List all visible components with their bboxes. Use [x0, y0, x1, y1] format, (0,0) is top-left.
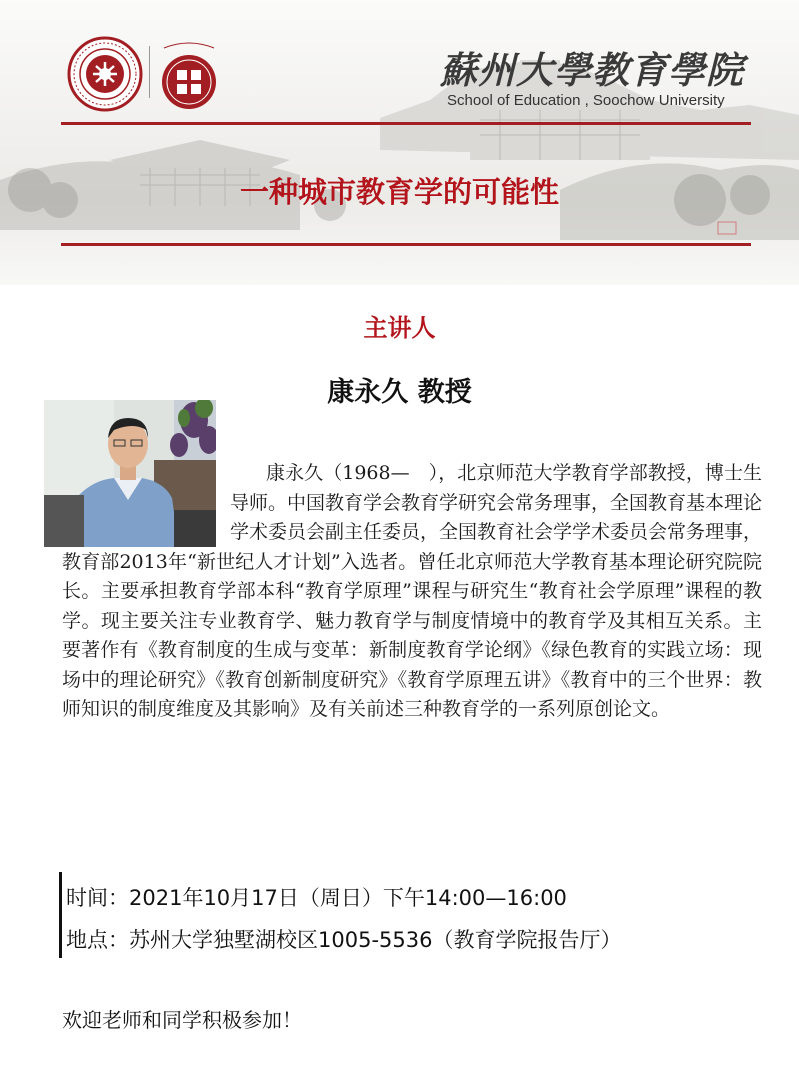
title-bottom-rule — [61, 243, 751, 246]
school-seal-logo — [156, 36, 222, 112]
speaker-bio-text: 康永久（1968— ），北京师范大学教育学部教授，博士生导师。中国教育学会教育学研究会常务理事，全国教育基本理论学术委员会副主任委员，全国教育社会学学术委员会常务理事，教育部2013年“新世纪人才计划”入选者。曾任北京师范大学教育基本理论研究院院长。主要承担教育学部本科“教育学原理”课程与研究生“教育社会学原理”课程的教学。现主要关注专业教育学、魅力教育学与制度情境中的教育学及其相互关系。主要著作有《教育制度的生成与变革：新制度教育学论纲》《绿色教育的实践立场：现场中的理论研究》《教育创新制度研究》《教育学原理五讲》《教育中的三个世界：教师知识的制度维度及其影响》及有关前述三种教育学的一系列原创论文。 — [62, 462, 763, 720]
school-name-cn: 蘇州大學教育學院 — [440, 48, 744, 92]
logo-divider — [149, 46, 150, 98]
school-name-en: School of Education , Soochow University — [447, 92, 725, 109]
event-title: 一种城市教育学的可能性 — [239, 175, 559, 209]
soochow-university-logo — [67, 36, 143, 112]
speaker-section-label: 主讲人 — [363, 314, 436, 342]
details-bar — [59, 872, 62, 958]
speaker-name: 康永久 教授 — [327, 377, 472, 408]
photo-wrap-space — [62, 459, 230, 547]
event-time: 时间：2021年10月17日（周日）下午14:00—16:00 — [66, 886, 567, 910]
welcome-message: 欢迎老师和同学积极参加！ — [62, 1008, 302, 1032]
speaker-bio — [62, 459, 762, 725]
event-location: 地点：苏州大学独墅湖校区1005-5536（教育学院报告厅） — [66, 928, 622, 952]
title-top-rule — [61, 122, 751, 125]
